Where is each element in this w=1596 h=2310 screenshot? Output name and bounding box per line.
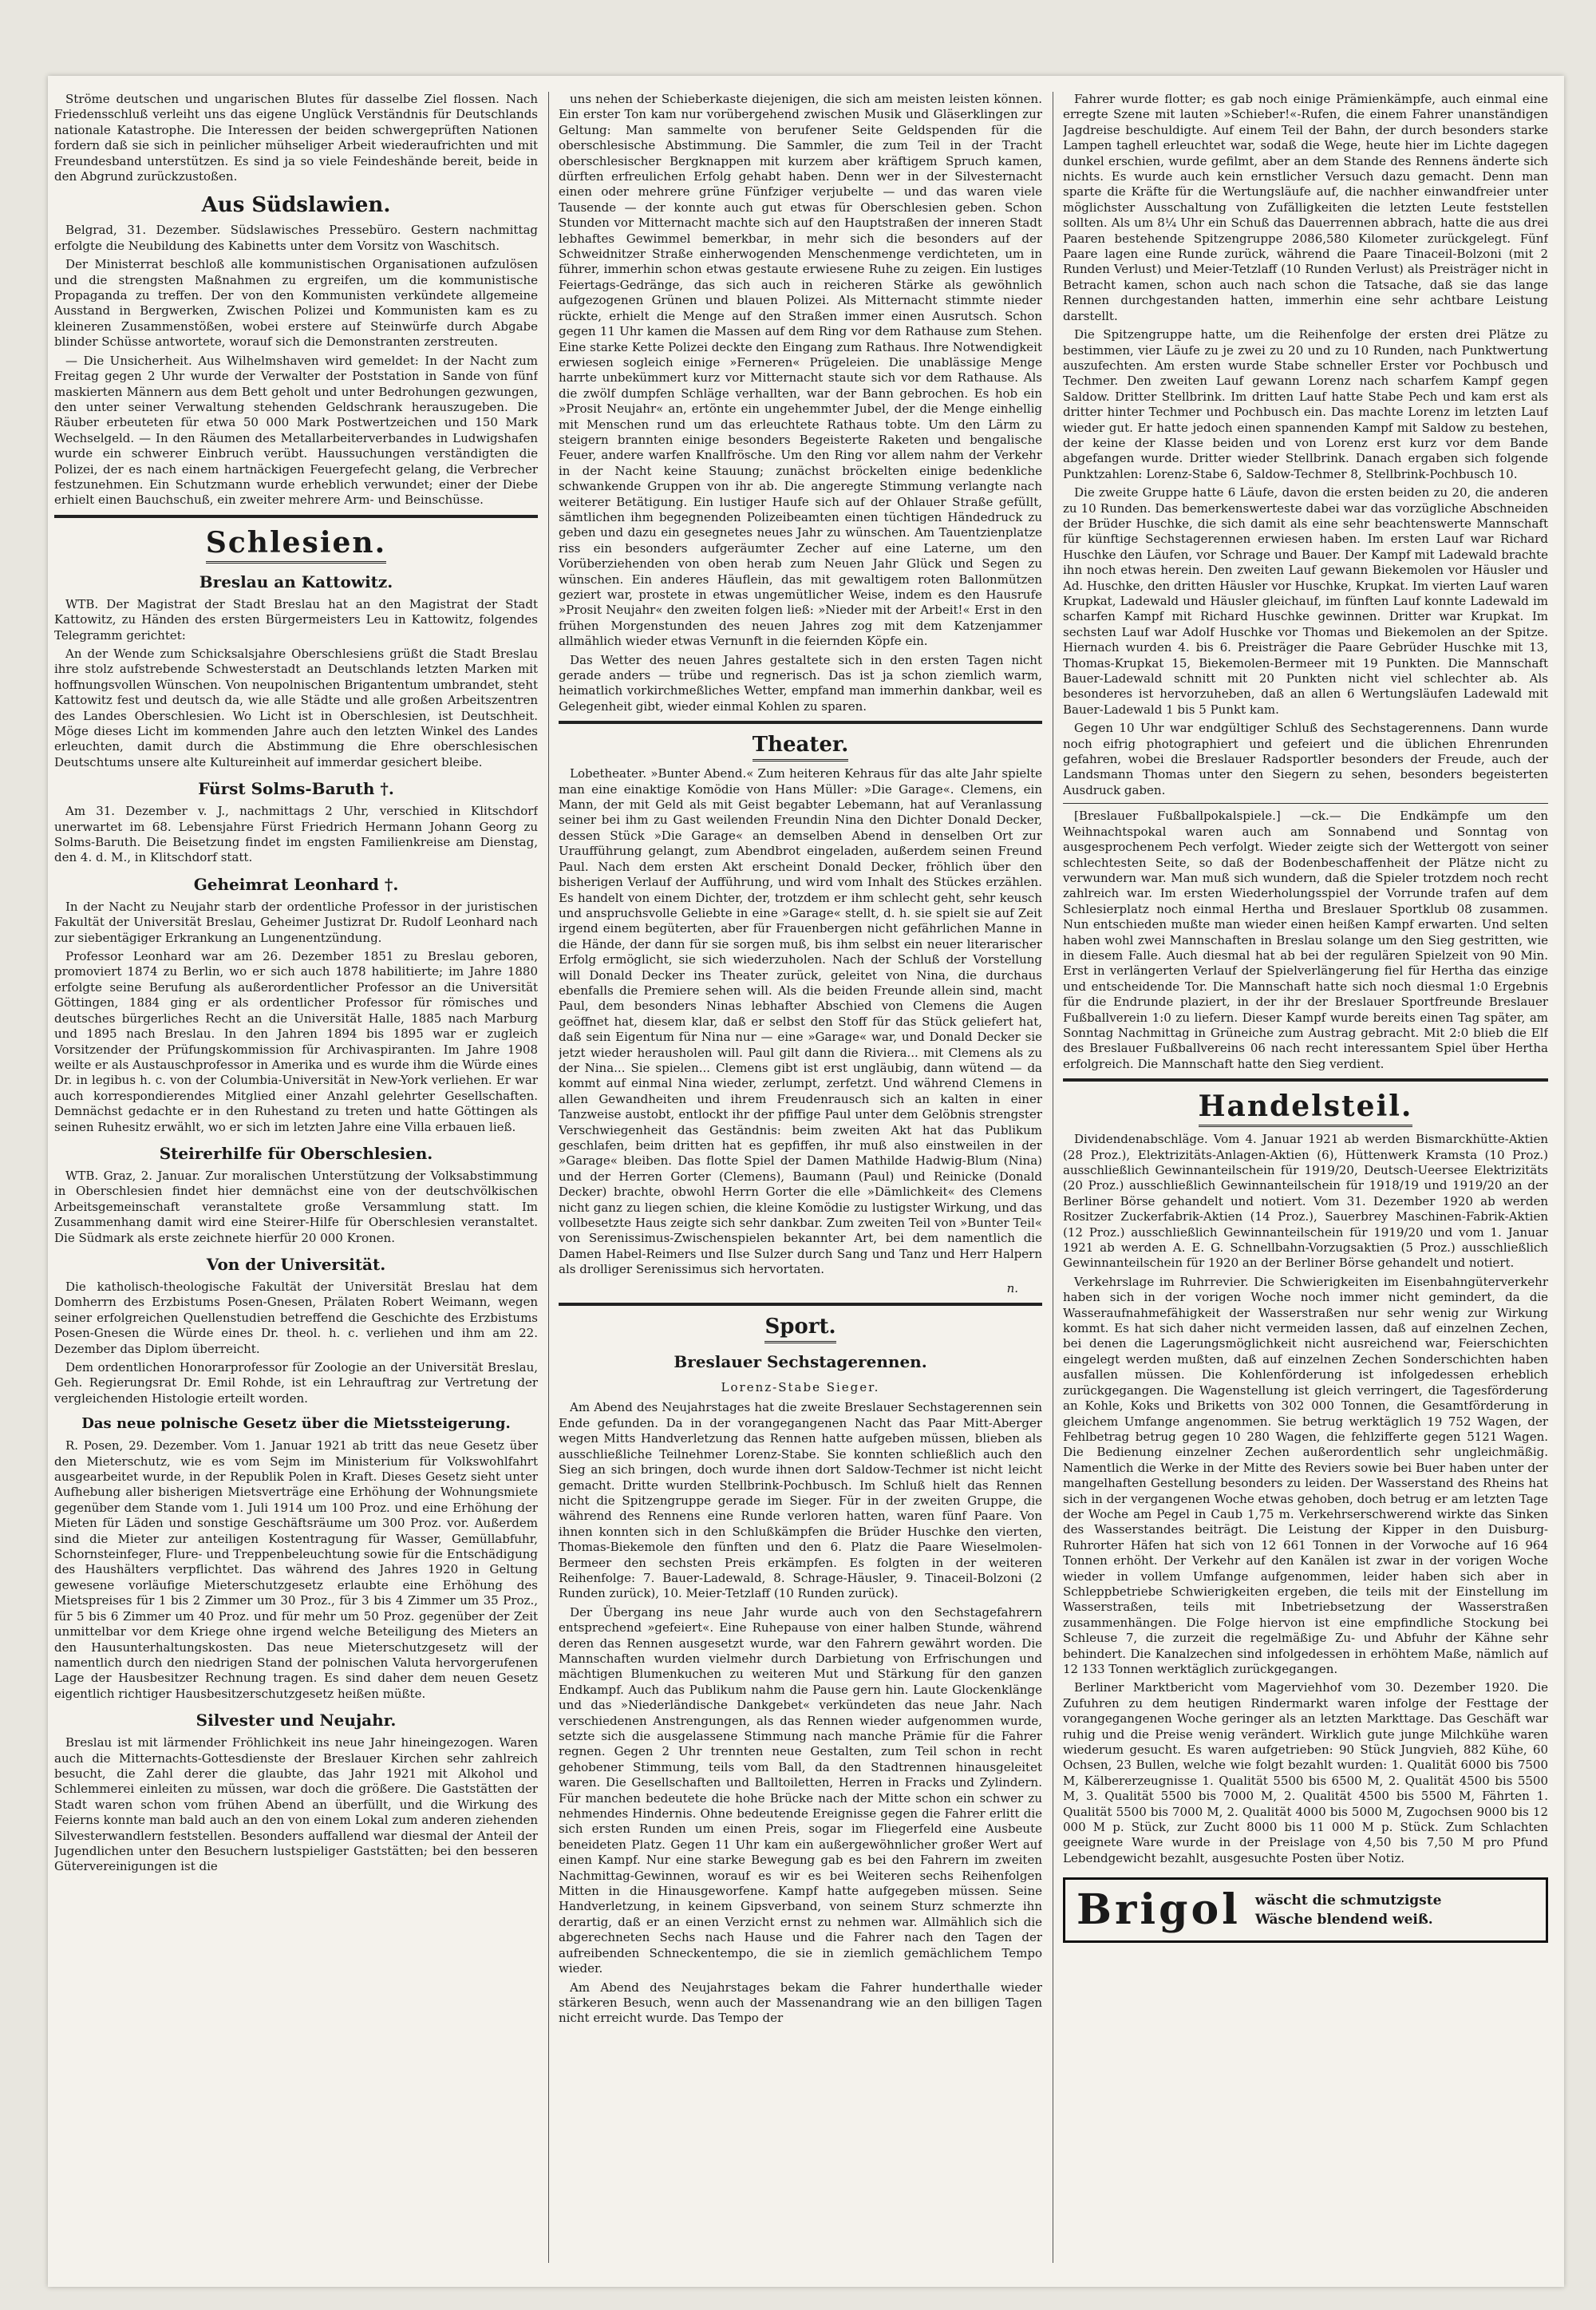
headline-steirerhilfe: Steirerhilfe für Oberschlesien.	[159, 1143, 433, 1163]
column-3	[1063, 92, 1548, 2263]
paragraph: [Breslauer Fußballpokalspiele.] —ck.— Die Endkämpfe um den Weihnachtspokal waren auch am Sonnabend und Sonntag von ausgesprochenem Pech verfolgt. Wieder zeigte sich der Wettergott von seiner schlechtesten Seite, so daß der Bodenbeschaffenheit der Plätze nicht zu verwundern war. Man muß sich wundern, daß die Spieler trotzdem noch recht zahlreich war. Im ersten Wiederholungsspiel der Vorrunde trafen auf dem Schlesierplatz noch einmal Hertha und Breslauer Sportklub 08 zusammen. Nun entschieden mußte man wieder einen heißen Kampf erwarten. Und selten haben wohl zwei Mannschaften in Breslau solange um den Sieg gestritten, wie in diesem Falle. Auch diesmal hat ab bei der regulären Spielzeit von 90 Min. Erst in verlängerten Verlauf der Spielverlängerung fiel für Hertha das einzige und entscheidende Tor. Die Mannschaft hatte sich noch diesmal 1:0 Ergebnis für die Endrunde plaziert, in der ihr der Breslauer Sportfreunde Breslauer Fußballverein 1:0 zu liefern. Dieser Kampf wurde bereits einen Tag später, am Sonntag Nachmittag in Grüneiche zum Austrag gebracht. Mit 2:0 blieb die Elf des Breslauer Fußballvereins 06 nach recht interessantem Spiel über Hertha erfolgreich. Die Mannschaft hatte den Sieg verdient.	[1063, 809, 1548, 1071]
headline-mietssteigerung: Das neue polnische Gesetz über die Mietssteigerung.	[81, 1415, 511, 1433]
section-title-handelsteil: Handelsteil.	[1063, 1090, 1548, 1127]
paragraph: WTB. Der Magistrat der Stadt Breslau hat an den Magistrat der Stadt Kattowitz, zu Händen des ersten Bürgermeisters Leu in Kattowitz, folgendes Telegramm gerichtet:	[54, 596, 538, 643]
section-rule	[1063, 1078, 1548, 1082]
section-title-sport: Sport.	[559, 1314, 1042, 1343]
paragraph: Berliner Marktbericht vom Magerviehhof vom 30. Dezember 1920. Die Zufuhren zu dem heutigen Rindermarkt waren infolge der Festtage der vorangegangenen Woche geringer als an letzten Markttage. Das Geschäft war ruhig und die Preise wenig verändert. Wirklich gute junge Milchkühe waren wiederum gesucht. Es waren aufgetrieben: 90 Stück Jungvieh, 882 Kühe, 60 Ochsen, 23 Bullen, welche wie folgt bezahlt wurden: 1. Qualität 6000 bis 7500 M, Kälbererzeugnisse 1. Qualität 5500 bis 6500 M, 2. Qualität 4500 bis 5500 M, 3. Qualität 5500 bis 7000 M, 2. Qualität 4500 bis 5500 M, Fährten 1. Qualität 5500 bis 7000 M, 2. Qualität 4000 bis 5000 M, Zugochsen 9000 bis 12 000 M p. Stück, zur Zucht 8000 bis 11 000 M p. Stück. Zum Schlachten geeignete Ware wurde in der Preislage von 4,50 bis 7,50 M pro Pfund Lebendgewicht bezahlt, ausgesuchte Posten über Notiz.	[1063, 1680, 1548, 1865]
paragraph: Das Wetter des neuen Jahres gestaltete sich in den ersten Tagen nicht gerade anders — trübe und regnerisch. Das ist ja schon ziemlich warm, heimatlich vorkirchmeßliches Wetter, empfand man immerhin dankbar, weil es Gelegenheit gibt, wieder einmal Kohlen zu sparen.	[559, 652, 1042, 714]
paragraph: Am 31. Dezember v. J., nachmittags 2 Uhr, verschied in Klitschdorf unerwartet im 68. Lebensjahre Fürst Friedrich Hermann Johann Georg zu Solms-Baruth. Die Beisetzung findet im engsten Familienkreise am Dienstag, den 4. d. M., in Klitschdorf statt.	[54, 804, 538, 865]
section-rule	[54, 515, 538, 518]
headline-suedslawien: Aus Südslawien.	[201, 193, 391, 218]
paragraph: Lobetheater. »Bunter Abend.« Zum heiteren Kehraus für das alte Jahr spielte man eine einaktige Komödie von Hans Müller: »Die Garage«. Clemens, ein Mann, der mit Geld als mit Geist begabter Lebemann, hat auf Veranlassung seiner bei ihm zu Gast weilenden Freundin Nina den Dichter Donald Decker, dessen Stück »Die Garage« an demselben Abend in denselben Ort zur Uraufführung gelangt, zum Abendbrot eingeladen, außerdem seinen Freund Paul. Nach dem ersten Akt erscheint Donald Decker, fröhlich über den bisherigen Verlauf der Aufführung, und wird vom Inhalt des Stückes erzählen. Es handelt von einem Dichter, der, trotzdem er ihm schlecht geht, sehr keusch und anspruchsvolle Geliebte in eine »Garage« stellt, d. h. sie spielt sie auf Zeit irgend einem begüterten, aber für Frauenbergen nicht gefährlichen Manne in die Hände, der dann für sie sorgen muß, bis ihm selbst ein neuer literarischer Erfolg ermöglicht, sie sich wiederzuholen. Nach der Schluß der Vorstellung will Donald Decker ins Theater zurück, geleitet von Nina, die durchaus ebenfalls die Premiere sehen will. Als die beiden Freunde allein sind, macht Paul, dem besonders Ninas lebhafter Abschied von Clemens die Augen geöffnet hat, diesem klar, daß er selbst den Stoff für das Stück geliefert hat, daß sein Eigentum für Nina nur — eine »Garage« war, und Donald Decker sie jetzt wieder herausholen will. Paul gilt dann die Riviera... mit Clemens als zu der Nina... Sie spielen... Clemens gibt ist erst ungläubig, dann wütend — da kommt auf einmal Nina wieder, zerlumpt, zerfetzt. Und während Clemens in allen Gewandheiten und ihrem Freudenrausch sich an kalten in einer Tanzweise austobt, entlockt ihr der pfiffige Paul unter dem Gelöbnis strengster Verschwiegenheit das Geständnis: beim zweiten Akt hat das Publikum geschlafen, beim dritten hat es gepfiffen, ihr muß also einstweilen in der »Garage« bleiben. Das flotte Spiel der Damen Mathilde Hadwig-Blum (Nina) und der Herren Gorter (Clemens), Baumann (Paul) und Reinicke (Donald Decker) brachte, obwohl Herrn Gorter die elle »Dämlichkeit« des Clemens nicht ganz zu liegen schien, die kleine Komödie zu lustigster Wirkung, und das vollbesetzte Haus zeigte sich sehr dankbar. Zum zweiten Teil von »Bunter Teil« von Serenissimus-Zwischenspielen bekannter Art, bei dem namentlich die Damen Habel-Reimers und Ilse Sulzer durch Sang und Tanz und Herr Halpern als drolliger Serenissimus sich hervortaten.	[559, 766, 1042, 1277]
advertisement-brigol	[1063, 1877, 1548, 1943]
divider	[1063, 803, 1548, 804]
paragraph: Der Ministerrat beschloß alle kommunistischen Organisationen aufzulösen und die strengsten Maßnahmen zu ergreifen, um die kommunistische Propaganda zu treffen. Der von den Kommunisten verkündete allgemeine Ausstand in Bergwerken, Zwischen Polizei und Kommunisten kam es zu kleineren Zusammenstößen, wobei erstere auf Steinwürfe durch Abgabe blinder Schüsse antwortete, worauf sich die Demonstranten zerstreuten.	[54, 257, 538, 350]
column-1	[54, 92, 538, 2263]
paragraph: Am Abend des Neujahrstages bekam die Fahrer hunderthalle wieder stärkeren Besuch, wenn auch der Massenandrang wie an den billigen Tagen nicht erreicht wurde. Das Tempo der	[559, 1980, 1042, 2026]
paragraph: Der Übergang ins neue Jahr wurde auch von den Sechstagefahrern entsprechend »gefeiert«. Eine Ruhepause von einer halben Stunde, während deren das Rennen ausgesetzt wurde, war den Fahrern gewährt worden. Die Mannschaften wurden vielmehr durch Darbietung von Erfrischungen und mächtigen Blumenkuchen zu weiteren Mut und Stärkung für den ganzen Endkampf. Auch das Publikum nahm die Pause gern hin. Laute Glockenklänge und das »Niederländische Dankgebet« verkündeten das neue Jahr. Nach verschiedenen Anstrengungen, als das Rennen wieder aufgenommen wurde, setzte sich die ausgelassene Stimmung nach manche Prämie für die Fahrer regnen. Gegen 2 Uhr trennten neue Gestalten, zum Teil schon in recht gehobener Stimmung, teils vom Ball, da den Stadtrennen hinausgeleitet waren. Die Gesellschaften und Balltoiletten, Herren in Fracks und Zylindern. Für manchen bedeutete die hohe Brücke nach der Mitte schon ein schwer zu nehmendes Hindernis. Ohne bedeutende Ereignisse gegen die Fahrer erlitt die sich ersten Runden um einen Preis, sogar im Fliegerfeld eine Ausbeute beneideten Platz. Gegen 11 Uhr kam ein außergewöhnlicher großer Wert auf einen Kampf. Nur eine starke Bewegung gab es bei den Fahrern im zweiten Nachmittag-Gewinnen, worauf es wir es bei Weiteren sechs Reihenfolgen Mitten in die Hinausgeworfene. Kampf hatte aufgegeben müssen. Seine Handverletzung, in keinem Gipsverband, von seinem Sturz schmerzte ihn derartig, daß er an einen Verzicht ernst zu nehmen war. Allmählich sich die abgerechneten Sechs nach Hause und die Fahrer nach den Tagen der aufreibenden Schneckentempo, die sie in ziemlich gemächlichem Tempo wieder.	[559, 1604, 1042, 1976]
paragraph: In der Nacht zu Neujahr starb der ordentliche Professor in der juristischen Fakultät der Universität Breslau, Geheimer Justizrat Dr. Rudolf Leonhard nach zur siebentägiger Erkrankung an Lungenentzündung.	[54, 899, 538, 945]
paragraph: Fahrer wurde flotter; es gab noch einige Prämienkämpfe, auch einmal eine erregte Szene mit lauten »Schieber!«-Rufen, die einem Fahrer unanständigen Jagdreise beschuldigte. Auf einem Teil der Bahn, der durch besonders starke Lampen taghell erleuchtet war, sodaß die Wege, heute hier im Lichte dagegen dunkel erschien, wurde gefilmt, aber an dem Stande des Rennens änderte sich nichts. Es wurde auch kein ernstlicher Versuch dazu gemacht. Denn man sparte die Kräfte für die Wertungsläufe auf, die nachher einwandfreier unter möglichster Ausschaltung von Zufälligkeiten die letzten Leute feststellen sollten. Als um 8¼ Uhr ein Schuß das Dauerrennen abbrach, hatte die aus drei Paaren bestehende Spitzengruppe 2086,580 Kilometer zurückgelegt. Fünf Paare lagen eine Runde zurück, während die Paare Tinaceil-Bolzoni (mit 2 Runden Verlust) und Meier-Tetzlaff (10 Runden Verlust) als Preisträger nicht in Betracht kamen, schon auch nach schon die Tatsache, daß sie das lange Rennen durchgestanden hatten, immerhin eine sehr achtbare Leistung darstellt.	[1063, 92, 1548, 323]
paragraph: Dem ordentlichen Honorarprofessor für Zoologie an der Universität Breslau, Geh. Regierungsrat Dr. Emil Rohde, ist ein Lehrauftrag zur Vertretung der vergleichenden Histologie erteilt worden.	[54, 1360, 538, 1406]
paragraph: An der Wende zum Schicksalsjahre Oberschlesiens grüßt die Stadt Breslau ihre stolz aufstrebende Schwesterstadt an Deutschlands letzten Marken mit hoffnungsvollen Wünschen. Von neupolnischen Brigantentum umbrandet, steht Kattowitz fest und deutsch da, wie alle Städte und alle großen Arbeitszentren des Landes Oberschlesien. Wo Licht ist in Oberschlesien, ist Deutschheit. Möge dieses Licht im kommenden Jahre auch den letzten Winkel des Landes erleuchten, damit durch die Abstimmung die Ehre oberschlesischen Deutschtums unsere alte Kultureinheit auf immerdar gesichert bleibe.	[54, 646, 538, 769]
paragraph: Professor Leonhard war am 26. Dezember 1851 zu Breslau geboren, promoviert 1874 zu Berlin, wo er sich auch 1878 habilitierte; im Jahre 1880 erfolgte seine Berufung als außerordentlicher Professor an die Universität Göttingen, 1884 ging er als ordentlicher Professor für römisches und deutsches bürgerliches Recht an die Universität Halle, 1885 nach Marburg und 1895 nach Breslau. In den Jahren 1894 bis 1895 war er zugleich Vorsitzender der Prüfungskommission für Archivaspiranten. Im Jahre 1908 weilte er als Austauschprofessor in Amerika und es wurde ihm die Würde eines Dr. in legibus h. c. von der Columbia-Universität in New-York verliehen. Er war auch korrespondierendes Mitglied einer Anzahl gelehrter Gesellschaften. Demnächst gedachte er in den Ruhestand zu treten und hatte Göttingen als seinen Ruhesitz erwählt, wo er sich im letzten Jahre eine Villa erbauen ließ.	[54, 949, 538, 1134]
headline-breslau-kattowitz: Breslau an Kattowitz.	[199, 572, 393, 591]
headline-universitaet: Von der Universität.	[206, 1254, 386, 1274]
headline-solms-baruth: Fürst Solms-Baruth †.	[198, 779, 394, 799]
paragraph: Die Spitzengruppe hatte, um die Reihenfolge der ersten drei Plätze zu bestimmen, vier Läufe zu je zwei zu 20 und zu 10 Runden, nach Punktwertung auszufechten. Am ersten wurde Stabe schneller Erster vor Pochbusch und Techmer. Den zweiten Lauf gewann Lorenz nach scharfem Kampf gegen Saldow. Dritter Stellbrink. Im dritten Lauf hatte Stabe Pech und kam erst als dritter hinter Techmer und Pochbusch ein. Das machte Lorenz im letzten Lauf wieder gut. Er hatte jedoch einen spannenden Kampf mit Saldow zu bestehen, der keine der Klasse beiden und von Lorenz erst kurz vor dem Bande abgefangen wurde. Dritter wieder Stellbrink. Danach ergaben sich folgende Punktzahlen: Lorenz-Stabe 6, Saldow-Techmer 8, Stellbrink-Pochbusch 10.	[1063, 327, 1548, 481]
headline-leonhard: Geheimrat Leonhard †.	[193, 874, 399, 894]
newspaper-page	[48, 76, 1564, 2287]
subheadline: Lorenz-Stabe Sieger.	[721, 1380, 880, 1395]
article-intro: Ströme deutschen und ungarischen Blutes für dasselbe Ziel flossen. Nach Friedensschluß verleiht uns das eigene Unglück Verständnis für Deutschlands nationale Katastrophe. Die Interessen der beiden schwergeprüften Nationen fordern daß sie sich in peinlicher mühseliger Arbeit wiederaufrichten und mit Freundesband unterstützen. Es sind ja so viele Feindeshände bereit, beide in den Abgrund zurückzustoßen.	[54, 92, 538, 184]
section-rule	[559, 721, 1042, 724]
paragraph: — Die Unsicherheit. Aus Wilhelmshaven wird gemeldet: In der Nacht zum Freitag gegen 2 Uhr wurde der Verwalter der Poststation in Sande von fünf maskierten Männern aus dem Bett geholt und unter Bedrohungen gezwungen, den unter seiner Verwaltung stehenden Geldschrank herauszugeben. Die Räuber erbeuteten für etwa 50 000 Mark Postwertzeichen und 150 Mark Wechselgeld. — In den Räumen des Metallarbeiterverbandes in Ludwigshafen wurde ein schwerer Einbruch verübt. Haussuchungen verständigten die Polizei, der es nach einem hartnäckigen Feuergefecht gelang, die Verbrecher festzunehmen. Ein Schutzmann wurde erheblich verwundet; einer der Diebe erhielt einen Bauchschuß, ein zweiter mehrere Arm- und Beinschüsse.	[54, 353, 538, 508]
section-title-schlesien: Schlesien.	[54, 526, 538, 564]
headline-sechstagerennen: Breslauer Sechstagerennen.	[674, 1352, 927, 1372]
paragraph: R. Posen, 29. Dezember. Vom 1. Januar 1921 ab tritt das neue Gesetz über den Mieterschutz, wie es vom Sejm im Ministerium für Volkswohlfahrt ausgearbeitet wurde, in der Republik Polen in Kraft. Dieses Gesetz sieht unter Aufhebung aller bisherigen Mietsverträge eine Erhöhung der Wohnungsmiete gegenüber dem Stande vom 1. Juli 1914 um 100 Proz. und eine Erhöhung der Mieten für Läden und sonstige Geschäftsräume um 300 Proz. vor. Außerdem sind die Mieter zur anteiligen Kostentragung für Wasser, Gemüllabfuhr, Schornsteinfeger, Flure- und Treppenbeleuchtung sowie für die Entschädigung des Haushälters verpflichtet. Das während des Jahres 1920 in Geltung gewesene vorläufige Mieterschutzgesetz erlaubte eine Erhöhung des Mietspreises für 1 bis 2 Zimmer um 30 Proz., für 3 bis 4 Zimmer um 35 Proz., für 5 bis 6 Zimmer um 40 Proz. und für mehr um 50 Proz. gegenüber der Zeit unmittelbar vor dem Kriege ohne irgend welche Beteiligung des Mieters an den Hausunterhaltungskosten. Das neue Mieterschutzgesetz will der namentlich durch den niedrigen Stand der polnischen Valuta hervorgerufenen Lage der Hausbesitzer Rechnung tragen. Es sind daher dem neuen Gesetz eigentlich richtiger Hausbesitzerschutzgesetz heißen müßte.	[54, 1438, 538, 1701]
paragraph: Die katholisch-theologische Fakultät der Universität Breslau hat dem Domherrn des Erzbistums Posen-Gnesen, Prälaten Robert Weimann, wegen seiner erfolgreichen Quellenstudien betreffend die Geschichte des Erzbistums Posen-Gnesen die Würde eines Dr. theol. h. c. verliehen und ihm am 22. Dezember das Diplom überreicht.	[54, 1279, 538, 1356]
paragraph: Belgrad, 31. Dezember. Südslawisches Pressebüro. Gestern nachmittag erfolgte die Neubildung des Kabinetts unter dem Vorsitz von Waschitsch.	[54, 223, 538, 253]
headline-silvester: Silvester und Neujahr.	[196, 1711, 397, 1731]
ad-slogan: wäscht die schmutzigste Wäsche blendend weiß.	[1254, 1893, 1442, 1928]
paragraph: WTB. Graz, 2. Januar. Zur moralischen Unterstützung der Volksabstimmung in Oberschlesien findet hier demnächst eine von der deutschvölkischen Arbeitsgemeinschaft veranstaltete große Versammlung statt. Im Zusammenhang damit wird eine Steirer-Hilfe für Oberschlesien veranstaltet. Die Südmark als erste zeichnete hierfür 20 000 Kronen.	[54, 1168, 538, 1245]
paragraph: Dividendenabschläge. Vom 4. Januar 1921 ab werden Bismarckhütte-Aktien (28 Proz.), Elektrizitäts-Anlagen-Aktien (6), Hüttenwerk Kramsta (10 Proz.) ausschließlich Gewinnanteilschein für 1919/20, Deutsch-Ueersee Elektrizitäts (20 Proz.) ausschließlich Gewinnanteilschein für 1918/19 und 1919/20 an der Berliner Börse gehandelt und notiert. Vom 31. Dezember 1920 ab werden Rositzer Zuckerfabrik-Aktien (14 Proz.), Sauerbrey Maschinen-Fabrik-Aktien (12 Proz.) ausschließlich Gewinnanteilschein für 1919/20 und vom 1. Januar 1921 ab werden A. E. G. Schnellbahn-Vorzugsaktien (5 Proz.) ausschließlich Gewinnanteilschein für 1920 an der Berliner Börse gehandelt und notiert.	[1063, 1132, 1548, 1271]
paragraph: Verkehrslage im Ruhrrevier. Die Schwierigkeiten im Eisenbahngüterverkehr haben sich in der vorigen Woche noch immer nicht gemindert, da die Wasseraufnahmefähigkeit der Wasserstraßen nur sehr wenig zur Wirkung kommt. Es hat sich daher nicht vermeiden lassen, daß auf einzelnen Zechen, bei denen die Lagerungsmöglichkeit nicht ausreichend war, Feierschichten eingelegt werden mußten, daß auf einzelnen Zechen Sonderschichten haben ausfallen müssen. Die Kohlenförderung ist infolgedessen erheblich zurückgegangen. Die Wagenstellung ist gleich verringert, die Tagesförderung an Kohle, Koks und Briketts von 302 000 Tonnen, die Gesamtförderung in gleichem Umfange angenommen. Sie betrug werktäglich 19 752 Wagen, der Fehlbetrag betrug gegen 10 280 Wagen, die fehlzifferte gegen 5121 Wagen. Die Bedienung einzelner Zechen außerordentlich sehr ungleichmäßig. Namentlich die Werke in der Mitte des Reviers sowie bei Buer haben unter der mangelhaften Gestellung besonders zu leiden. Der Wasserstand des Rheins hat sich in der vergangenen Woche etwas gehoben, doch betrug er am letzten Tage der Woche am Pegel in Caub 1,75 m. Verkehrserschwerend wirkte das Sinken des Wasserstandes beiträgt. Die Leistung der Kipper in den Duisburg-Ruhrorter Häfen hat sich von 12 661 Tonnen in der Vorwoche auf 16 964 Tonnen erhöht. Der Verkehr auf den Kanälen ist zwar in der vorigen Woche wieder in vollem Umfange aufgenommen, leider haben sich aber in Schleppbetriebe Schwierigkeiten ergeben, die teils mit der Einstellung im Wasserstraßen, teils mit Inbetriebsetzung der Wasserstraßen zusammenhängen. Die Folge hiervon ist eine empfindliche Stockung bei Schleuse 7, die zurzeit die regelmäßige Zu- und Abfuhr der Kähne sehr behindert. Die Kanalzechen sind infolgedessen in erhöhtem Maße, nämlich auf 12 133 Tonnen werktäglich zurückgegangen.	[1063, 1274, 1548, 1676]
paragraph: Die zweite Gruppe hatte 6 Läufe, davon die ersten beiden zu 20, die anderen zu 10 Runden. Das bemerkenswerteste dabei war das vorzügliche Abschneiden der Brüder Huschke, die sich damit als eine sehr beachtenswerte Mannschaft für künftige Sechstagerennen erwiesen haben. Im ersten Lauf war Richard Huschke den Läufen, vor Schrage und Bauer. Der Kampf mit Ladewald brachte ihn noch etwas herein. Den zweiten Lauf gewann Biekemolen vor Häusler und Ad. Huschke, den dritten Häusler vor Huschke, Krupkat. Im vierten Lauf waren Krupkat, Ladewald und Häusler gleichauf, im fünften Lauf konnte Ladewald im scharfen Kampf mit Richard Huschke gewinnen. Dritter war Krupkat. Im sechsten Lauf war Adolf Huschke vor Thomas und Biekemolen an der Spitze. Hiernach wurden 4. bis 6. Preisträger die Paare Gebrüder Huschke mit 13, Thomas-Krupkat 15, Biekemolen-Bermeer mit 19 Punkten. Die Mannschaft Bauer-Ladewald schnitt mit 20 Punkten nicht viel schlechter ab. Als besonderes ist hervorzuheben, daß an allen 6 Wertungsläufen Ladewald mit Bauer-Ladewald 1 bis 5 Punkt kam.	[1063, 485, 1548, 717]
paragraph: uns nehen der Schieberkaste diejenigen, die sich am meisten leisten können. Ein erster Ton kam nur vorübergehend zwischen Musik und Gläserklingen zur Geltung: Man sammelte von berufener Seite Geldspenden für die oberschlesische Abstimmung. Die Sammler, die zum Teil in der Tracht oberschlesischer Bergknappen mit kurzem aber kräftigem Spruch kamen, dürften erfreulichen Erfolg gehabt haben. Denn wer in der Silvesternacht einen oder mehrere grüne Fünfziger verjubelte — und das waren viele Tausende — der konnte auch gut etwas für Oberschlesien geben. Schon Stunden vor Mitternacht machte sich auf den Hauptstraßen der inneren Stadt lebhaftes Gewimmel bemerkbar, in mehr sich die besonders auf der Schweidnitzer Straße einherwogenden Menschenmenge verdichteten, um in führer, immerhin schon etwas gestaute erwiesene Ruhe zu zeigen. Ein lustiges Feiertags-Gedränge, das sich auch in reicheren Stärke als gewöhnlich aufgezogenen Grünen und blauen Polizei. Als Mitternacht stimmte nieder rückte, erhielt die Menge auf den Straßen immer einen Ausrutsch. Schon gegen 11 Uhr kamen die Massen auf dem Ring vor dem Rathause zum Stehen. Eine starke Kette Polizei deckte den Eingang zum Rathaus. Ihre Notwendigkeit erwiesen sogleich einige »Ferneren« Prügeleien. Die unablässige Menge harrte unbekümmert kurz vor Mitternacht staute sich vor dem Rathause. Als die zwölf dumpfen Schläge verhallten, war der Bann gebrochen. Es hob ein »Prosit Neujahr« an, ertönte ein ungehemmter Jubel, der die Menge einhellig mit Menschen rund um das erleuchtete Rathaus tobte. Um den Lärm zu steigern brannten einige besonders Begeisterte Raketen und bengalische Feuer, andere warfen Knallfrösche. Um den Ring vor allem nahm der Verkehr in der Nacht keine Stauung; zunächst bröckelten einige bedenkliche schwankende Gruppen von ihr ab. Die angeregte Stimmung verlangte nach weiterer Betätigung. Ein lustiger Haufe sich auf der Ohlauer Straße gefüllt, sämtlichen ihm begegnenden Polizeibeamten einen tüchtigen Händedruck zu geben und dazu ein gesegnetes neues Jahr zu wünschen. Am Tauentzienplatze riss ein besonders aufgeräumter Zecher auf eine Laterne, um den Vorüberziehenden von oben herab zum Neuen Jahr Glück und Segen zu wünschen. Ein anderes Häuflein, das mit gewaltigem roten Ballonmützen geziert war, prostete in etwas ungemütlicher Weise, indem es den Hausrufe »Prosit Neujahr« den zweiten folgen ließ: »Nieder mit der Arbeit!« Erst in den frühen Morgenstunden des neuen Jahres zog mit dem Katzenjammer allmählich wieder etwas Vernunft in die feiernden Köpfe ein.	[559, 92, 1042, 649]
section-title-theater: Theater.	[559, 732, 1042, 761]
section-rule	[559, 1303, 1042, 1306]
column-2	[559, 92, 1042, 2263]
author-mark: n.	[1006, 1280, 1018, 1295]
paragraph: Am Abend des Neujahrstages hat die zweite Breslauer Sechstagerennen sein Ende gefunden. Da in der vorangegangenen Nacht das Paar Mitt-Aberger wegen Mitts Handverletzung das Rennen hatte aufgeben müssen, blieben als ausschließliche Teilnehmer Lorenz-Stabe. Sie konnten schließlich auch den Sieg an sich bringen, doch wurde ihnen dort Saldow-Techmer ist nicht leicht gemacht. Dritte wurden Stellbrink-Pochbusch. Im Schluß hielt das Rennen nicht die Spitzengruppe gerade im Sieger. Für in der zweiten Gruppe, die während des Rennens eine Runde verloren hatten, waren fünf Paare. Von ihnen konnten sich in den Schlußkämpfen die Brüder Huschke den vierten, Thomas-Biekemole den fünften und den 6. Platz die Paare Wieselmolen-Bermeer den sechsten Preis erkämpfen. Es folgten in der weiteren Reihenfolge: 7. Bauer-Ladewald, 8. Schrage-Häusler, 9. Tinaceil-Bolzoni (2 Runden zurück), 10. Meier-Tetzlaff (10 Runden zurück).	[559, 1400, 1042, 1601]
ad-brand-name: Brigol	[1077, 1885, 1241, 1935]
column-divider	[548, 92, 549, 2263]
paragraph: Breslau ist mit lärmender Fröhlichkeit ins neue Jahr hineingezogen. Waren auch die Mitternachts-Gottesdienste der Breslauer Kirchen sehr zahlreich besucht, die Zahl derer die glaubte, das Jahr 1921 mit Alkohol und Schlemmerei einleiten zu müssen, war doch die größere. Die Gaststätten der Stadt waren schon vom frühen Abend an überfüllt, und die Wirkung des Feierns konnte man bald auch an den von einem Lokal zum anderen ziehenden Silvesterwandlern feststellen. Besonders auffallend war diesmal der Anteil der Jugendlichen unter den Besuchern lustspieliger Gaststätten; bei den besseren Gütervereinigungen ist die	[54, 1735, 538, 1874]
paragraph: Gegen 10 Uhr war endgültiger Schluß des Sechstagerennens. Dann wurde noch eifrig photographiert und gefeiert und die üblichen Ehrenrunden gefahren, wobei die Breslauer Radsportler besonders der Freude, auch der Landsmann Thomas unter den Siegern zu sehen, besonders begeisterten Ausdruck gaben.	[1063, 721, 1548, 797]
